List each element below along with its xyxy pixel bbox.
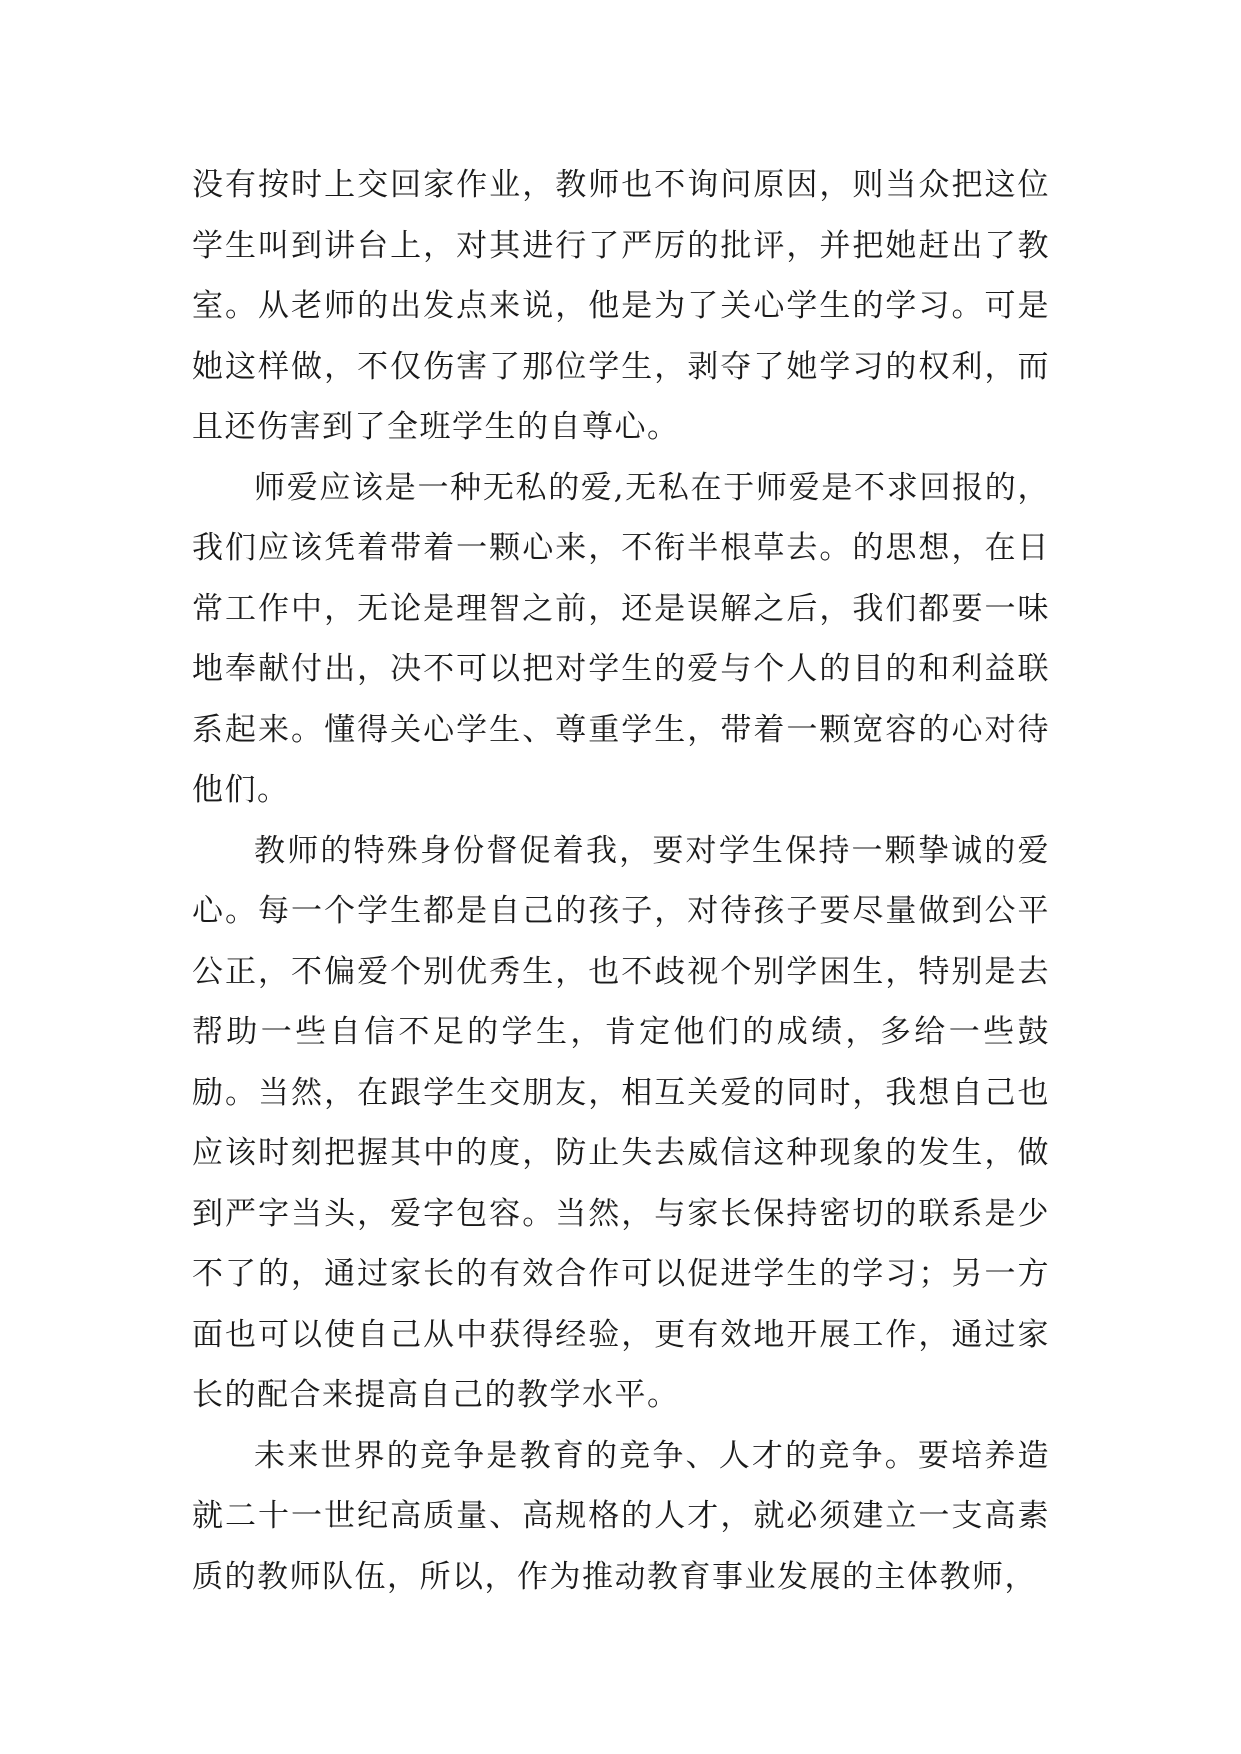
paragraph: 未来世界的竞争是教育的竞争、人才的竞争。要培养造就二十一世纪高质量、高规格的人才，就必须建立一支高素质的教师队伍，所以，作为推动教育事业发展的主体教师， [192,1437,1050,1595]
body-text [192,155,1050,1607]
paragraph: 教师的特殊身份督促着我，要对学生保持一颗挚诚的爱心。每一个学生都是自己的孩子，对待孩子要尽量做到公平公正，不偏爱个别优秀生，也不歧视个别学困生，特别是去帮助一些自信不足的学生，肯定他们的成绩，多给一些鼓励。当然，在跟学生交朋友，相互关爱的同时，我想自己也应该时刻把握其中的度，防止失去威信这种现象的发生，做到严字当头，爱字包容。当然，与家长保持密切的联系是少不了的，通过家长的有效合作可以促进学生的学习；另一方面也可以使自己从中获得经验，更有效地开展工作，通过家长的配合来提高自己的教学水平。 [192,832,1050,1413]
paragraph-continued: 没有按时上交回家作业，教师也不询问原因，则当众把这位学生叫到讲台上，对其进行了严厉的批评，并把她赶出了教室。从老师的出发点来说，他是为了关心学生的学习。可是她这样做，不仅伤害了那位学生，剥夺了她学习的权利，而且还伤害到了全班学生的自尊心。 [192,167,1050,445]
paragraph: 师爱应该是一种无私的爱,无私在于师爱是不求回报的，我们应该凭着带着一颗心来，不衔半根草去。的思想，在日常工作中，无论是理智之前，还是误解之后，我们都要一味地奉献付出，决不可以把对学生的爱与个人的目的和利益联系起来。懂得关心学生、尊重学生，带着一颗宽容的心对待他们。 [192,469,1050,808]
